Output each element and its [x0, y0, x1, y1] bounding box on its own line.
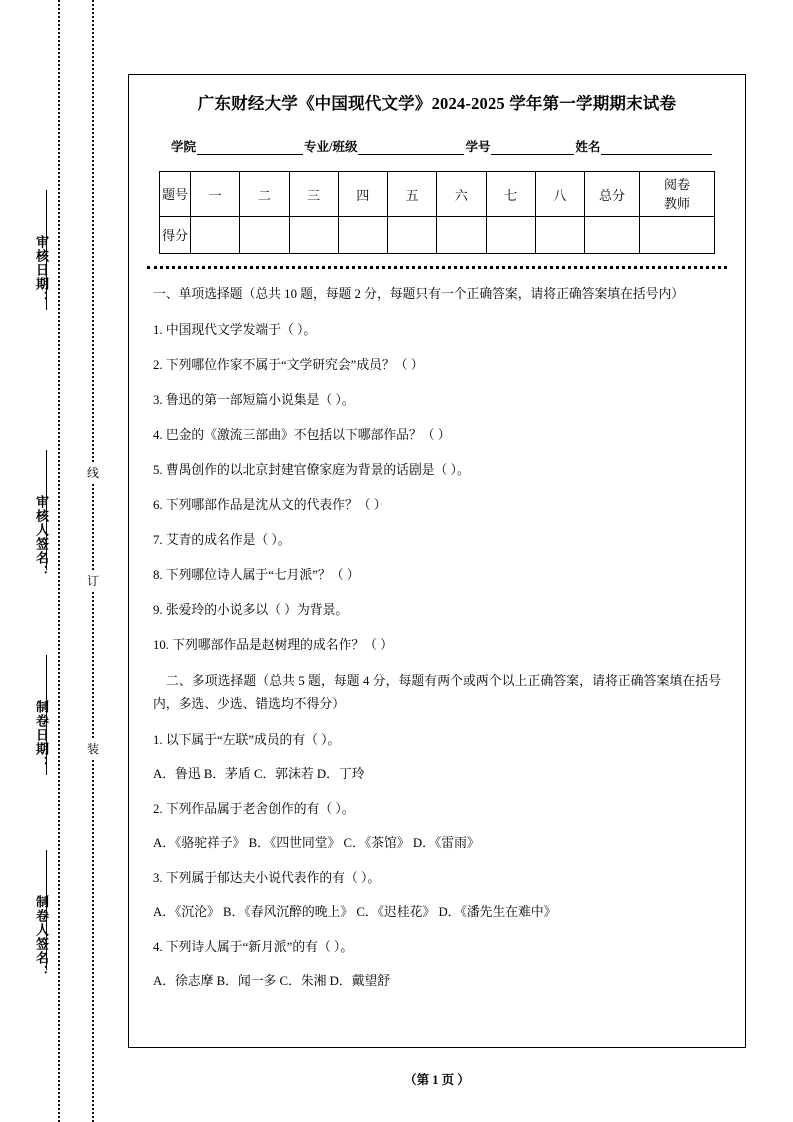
info-blank-college[interactable]: [197, 141, 303, 155]
question-1-1: [153, 319, 721, 341]
score-col-2: 二: [240, 172, 289, 217]
question-text: 中国现代文学发端于（ ）。: [165, 323, 317, 337]
row-label-score-text: 得分: [161, 227, 188, 243]
question-text: 巴金的《激流三部曲》不包括以下哪部作品？（ ）: [165, 428, 451, 442]
page-footer: （第 1 页 ）: [404, 1073, 470, 1087]
binding-dotted-line-inner: [92, 0, 94, 1122]
question-2-1: [153, 729, 721, 751]
page-title: 广东财经大学《中国现代文学》2024‑2025 学年第一学期期末试卷: [197, 94, 677, 113]
score-col-total: 总分: [585, 172, 640, 217]
question-text: 鲁迅的第一部短篇小说集是（ ）。: [165, 393, 355, 407]
question-2-2: [153, 798, 721, 820]
question-1-9: [153, 599, 721, 621]
score-cell[interactable]: [289, 217, 338, 254]
question-1-2: [153, 354, 721, 376]
score-col-3: 三: [289, 172, 338, 217]
question-1-6: [153, 494, 721, 516]
question-number: 1.: [153, 323, 163, 337]
options-2-4: A．徐志摩 B．闻一多 C．朱湘 D．戴望舒: [153, 974, 391, 988]
question-number: 7.: [153, 533, 163, 547]
score-col-4: 四: [338, 172, 387, 217]
student-info-line: [145, 137, 729, 155]
question-number: 3.: [153, 393, 163, 407]
question-2-4: [153, 936, 721, 958]
question-text: 曹禺创作的以北京封建官僚家庭为背景的话剧是（ ）。: [165, 463, 470, 477]
section-divider: [147, 266, 727, 269]
table-row-scores: [160, 217, 715, 254]
question-text: 艾青的成名作是（ ）。: [165, 533, 291, 547]
question-text: 下列属于郁达夫小说代表作的有（ ）。: [165, 871, 381, 885]
question-text: 下列哪位诗人属于“七月派”？（ ）: [165, 568, 360, 582]
score-cell-teacher[interactable]: [640, 217, 715, 254]
info-blank-name[interactable]: [601, 141, 712, 155]
binding-char-ding: 订: [84, 570, 102, 592]
margin-label-review-date: 审核日期：: [34, 235, 49, 305]
score-cell[interactable]: [240, 217, 289, 254]
score-col-teacher-line2: 教师: [663, 196, 690, 211]
score-cell[interactable]: [535, 217, 584, 254]
question-text: 下列哪位作家不属于“文学研究会”成员？（ ）: [165, 358, 424, 372]
score-col-5: 五: [388, 172, 437, 217]
options-2-1: A．鲁迅 B．茅盾 C．郭沫若 D．丁玲: [153, 767, 365, 781]
question-text: 以下属于“左联”成员的有（ ）。: [165, 733, 341, 747]
question-1-4: [153, 424, 721, 446]
section-heading-multiple-choice: 二、多项选择题（总共 5 题，每题 4 分，每题有两个或两个以上正确答案，请将正确答案填在括号内，多选、少选、错选均不得分）: [153, 674, 721, 711]
binding-dotted-line-outer: [58, 0, 60, 1122]
score-col-teacher-line1: 阅卷: [663, 177, 690, 192]
info-label-major-class: 专业/班级: [303, 140, 358, 154]
question-text: 下列诗人属于“新月派”的有（ ）。: [165, 940, 354, 954]
options-2-3: A．《沉沦》 B．《春风沉醉的晚上》 C．《迟桂花》 D．《潘先生在难中》: [153, 905, 557, 919]
score-table: [159, 171, 715, 254]
question-number: 4.: [153, 428, 163, 442]
table-row-question-numbers: [160, 172, 715, 217]
question-number: 10.: [153, 638, 169, 652]
score-cell[interactable]: [437, 217, 486, 254]
question-1-5: [153, 459, 721, 481]
score-col-1: 一: [191, 172, 240, 217]
question-number: 9.: [153, 603, 163, 617]
info-label-student-id: 学号: [465, 140, 491, 154]
margin-label-producer-signature: 制卷人签名：: [34, 895, 49, 979]
score-cell[interactable]: [486, 217, 535, 254]
score-cell[interactable]: [191, 217, 240, 254]
score-cell[interactable]: [388, 217, 437, 254]
question-text: 下列作品属于老舍创作的有（ ）。: [165, 802, 355, 816]
options-2-2: A．《骆驼祥子》 B．《四世同堂》 C．《茶馆》 D．《雷雨》: [153, 836, 480, 850]
question-1-7: [153, 529, 721, 551]
row-label-question-number: [160, 172, 191, 217]
question-1-10: [153, 634, 721, 656]
score-cell-total[interactable]: [585, 217, 640, 254]
section-heading-single-choice: 一、单项选择题（总共 10 题，每题 2 分，每题只有一个正确答案，请将正确答案填在括号内）: [153, 287, 685, 301]
margin-label-produce-date: 制卷日期：: [34, 700, 49, 770]
exam-content: [145, 283, 729, 992]
score-col-6: 六: [437, 172, 486, 217]
row-label-score: [160, 217, 191, 254]
question-number: 3.: [153, 871, 163, 885]
info-blank-student-id[interactable]: [491, 141, 574, 155]
question-number: 6.: [153, 498, 163, 512]
question-1-8: [153, 564, 721, 586]
question-text: 下列哪部作品是沈从文的代表作？（ ）: [165, 498, 387, 512]
question-text: 张爱玲的小说多以（ ）为背景。: [165, 603, 349, 617]
question-2-3: [153, 867, 721, 889]
info-blank-major-class[interactable]: [358, 141, 464, 155]
left-margin-annotations: [0, 0, 128, 1122]
row-label-question-number-text: 题号: [161, 186, 188, 202]
info-label-college: 学院: [171, 140, 197, 154]
question-number: 1.: [153, 733, 163, 747]
binding-char-zhuang: 装: [84, 738, 102, 760]
question-number: 2.: [153, 802, 163, 816]
score-col-7: 七: [486, 172, 535, 217]
question-number: 8.: [153, 568, 163, 582]
info-label-name: 姓名: [575, 140, 601, 154]
binding-char-xian: 线: [84, 462, 102, 484]
score-col-teacher: [640, 172, 715, 217]
margin-label-reviewer-signature: 审核人签名：: [34, 495, 49, 579]
question-1-3: [153, 389, 721, 411]
score-col-8: 八: [535, 172, 584, 217]
exam-sheet: [128, 74, 746, 1048]
question-number: 2.: [153, 358, 163, 372]
question-number: 5.: [153, 463, 163, 477]
question-text: 下列哪部作品是赵树理的成名作？（ ）: [172, 638, 393, 652]
question-number: 4.: [153, 940, 163, 954]
score-cell[interactable]: [338, 217, 387, 254]
